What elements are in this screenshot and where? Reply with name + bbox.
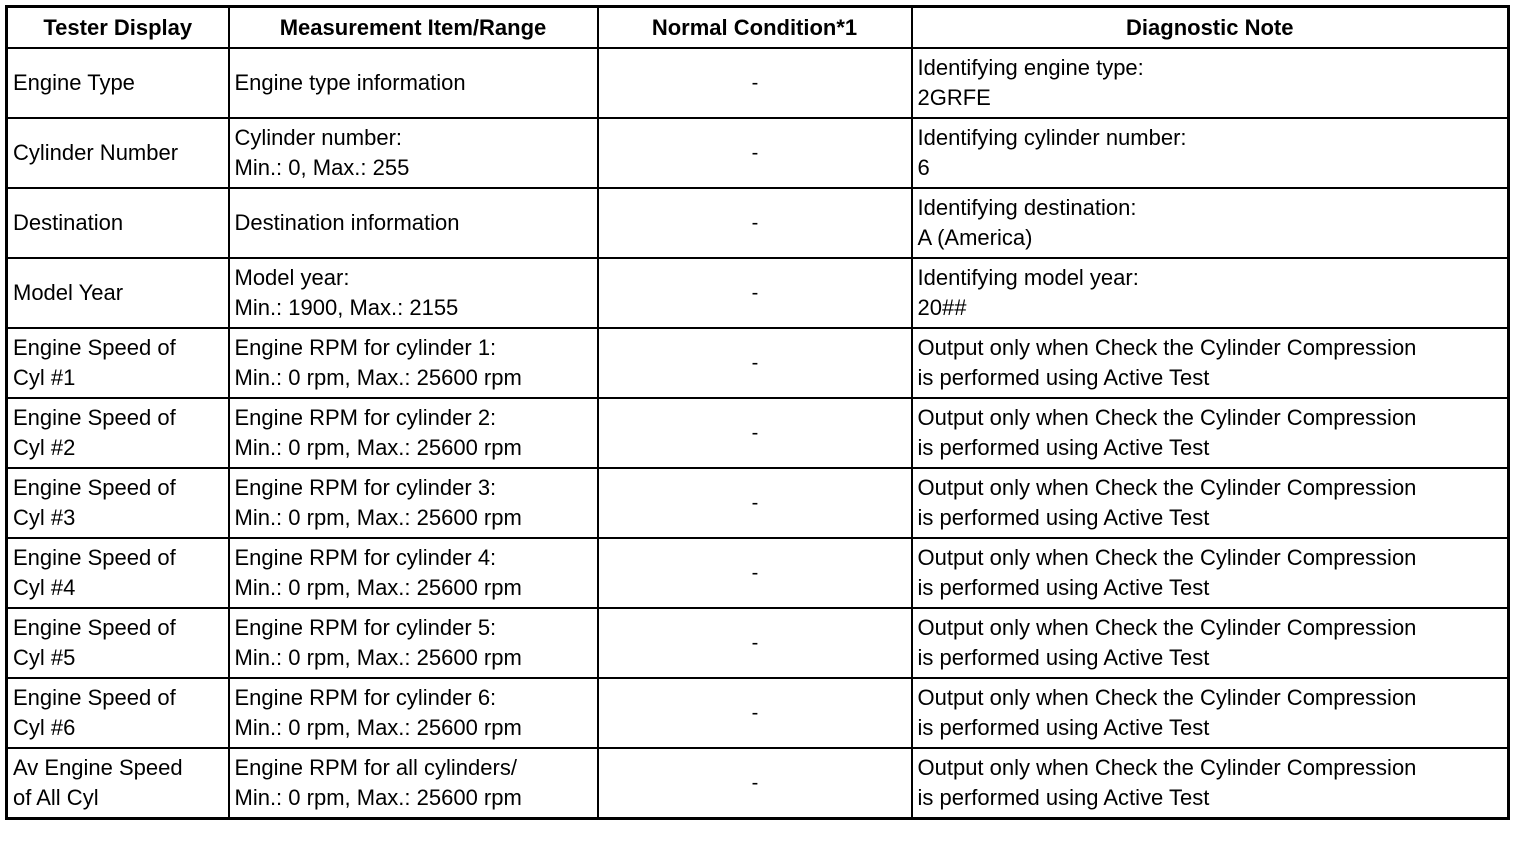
cell-tester-display: Engine Speed of Cyl #4 (7, 538, 229, 608)
cell-measurement: Engine RPM for cylinder 1: Min.: 0 rpm, Max.: 25600 rpm (229, 328, 598, 398)
header-tester-display: Tester Display (7, 7, 229, 49)
table-row (7, 608, 1509, 678)
cell-diagnostic-note: Output only when Check the Cylinder Compression is performed using Active Test (912, 608, 1509, 678)
cell-tester-display: Destination (7, 188, 229, 258)
data-list-table (5, 5, 1510, 820)
cell-normal-condition: - (598, 188, 912, 258)
cell-tester-display: Engine Speed of Cyl #1 (7, 328, 229, 398)
cell-measurement: Model year: Min.: 1900, Max.: 2155 (229, 258, 598, 328)
cell-diagnostic-note: Output only when Check the Cylinder Compression is performed using Active Test (912, 748, 1509, 819)
cell-normal-condition: - (598, 468, 912, 538)
cell-measurement: Cylinder number: Min.: 0, Max.: 255 (229, 118, 598, 188)
cell-tester-display: Engine Speed of Cyl #6 (7, 678, 229, 748)
table-row (7, 258, 1509, 328)
table-row (7, 398, 1509, 468)
cell-diagnostic-note: Identifying destination: A (America) (912, 188, 1509, 258)
cell-tester-display: Engine Type (7, 48, 229, 118)
cell-normal-condition: - (598, 48, 912, 118)
cell-measurement: Engine RPM for cylinder 2: Min.: 0 rpm, Max.: 25600 rpm (229, 398, 598, 468)
table-row (7, 48, 1509, 118)
cell-diagnostic-note: Identifying engine type: 2GRFE (912, 48, 1509, 118)
table-row (7, 748, 1509, 819)
cell-normal-condition: - (598, 678, 912, 748)
cell-diagnostic-note: Output only when Check the Cylinder Compression is performed using Active Test (912, 328, 1509, 398)
cell-diagnostic-note: Identifying cylinder number: 6 (912, 118, 1509, 188)
cell-normal-condition: - (598, 258, 912, 328)
header-normal-condition: Normal Condition*1 (598, 7, 912, 49)
cell-measurement: Destination information (229, 188, 598, 258)
cell-normal-condition: - (598, 748, 912, 819)
cell-tester-display: Cylinder Number (7, 118, 229, 188)
header-measurement-item: Measurement Item/Range (229, 7, 598, 49)
cell-tester-display: Model Year (7, 258, 229, 328)
cell-normal-condition: - (598, 398, 912, 468)
cell-tester-display: Engine Speed of Cyl #2 (7, 398, 229, 468)
cell-normal-condition: - (598, 608, 912, 678)
cell-measurement: Engine RPM for all cylinders/ Min.: 0 rpm, Max.: 25600 rpm (229, 748, 598, 819)
cell-measurement: Engine type information (229, 48, 598, 118)
cell-normal-condition: - (598, 538, 912, 608)
cell-tester-display: Engine Speed of Cyl #3 (7, 468, 229, 538)
cell-normal-condition: - (598, 328, 912, 398)
cell-tester-display: Engine Speed of Cyl #5 (7, 608, 229, 678)
table-row (7, 678, 1509, 748)
cell-diagnostic-note: Output only when Check the Cylinder Compression is performed using Active Test (912, 398, 1509, 468)
table-row (7, 468, 1509, 538)
cell-diagnostic-note: Output only when Check the Cylinder Compression is performed using Active Test (912, 538, 1509, 608)
table-header-row (7, 7, 1509, 49)
cell-measurement: Engine RPM for cylinder 4: Min.: 0 rpm, Max.: 25600 rpm (229, 538, 598, 608)
cell-measurement: Engine RPM for cylinder 3: Min.: 0 rpm, Max.: 25600 rpm (229, 468, 598, 538)
cell-diagnostic-note: Identifying model year: 20## (912, 258, 1509, 328)
cell-normal-condition: - (598, 118, 912, 188)
header-diagnostic-note: Diagnostic Note (912, 7, 1509, 49)
cell-diagnostic-note: Output only when Check the Cylinder Compression is performed using Active Test (912, 468, 1509, 538)
cell-measurement: Engine RPM for cylinder 5: Min.: 0 rpm, Max.: 25600 rpm (229, 608, 598, 678)
cell-diagnostic-note: Output only when Check the Cylinder Compression is performed using Active Test (912, 678, 1509, 748)
table-row (7, 188, 1509, 258)
table-row (7, 538, 1509, 608)
table-row (7, 328, 1509, 398)
cell-measurement: Engine RPM for cylinder 6: Min.: 0 rpm, Max.: 25600 rpm (229, 678, 598, 748)
cell-tester-display: Av Engine Speed of All Cyl (7, 748, 229, 819)
table-row (7, 118, 1509, 188)
